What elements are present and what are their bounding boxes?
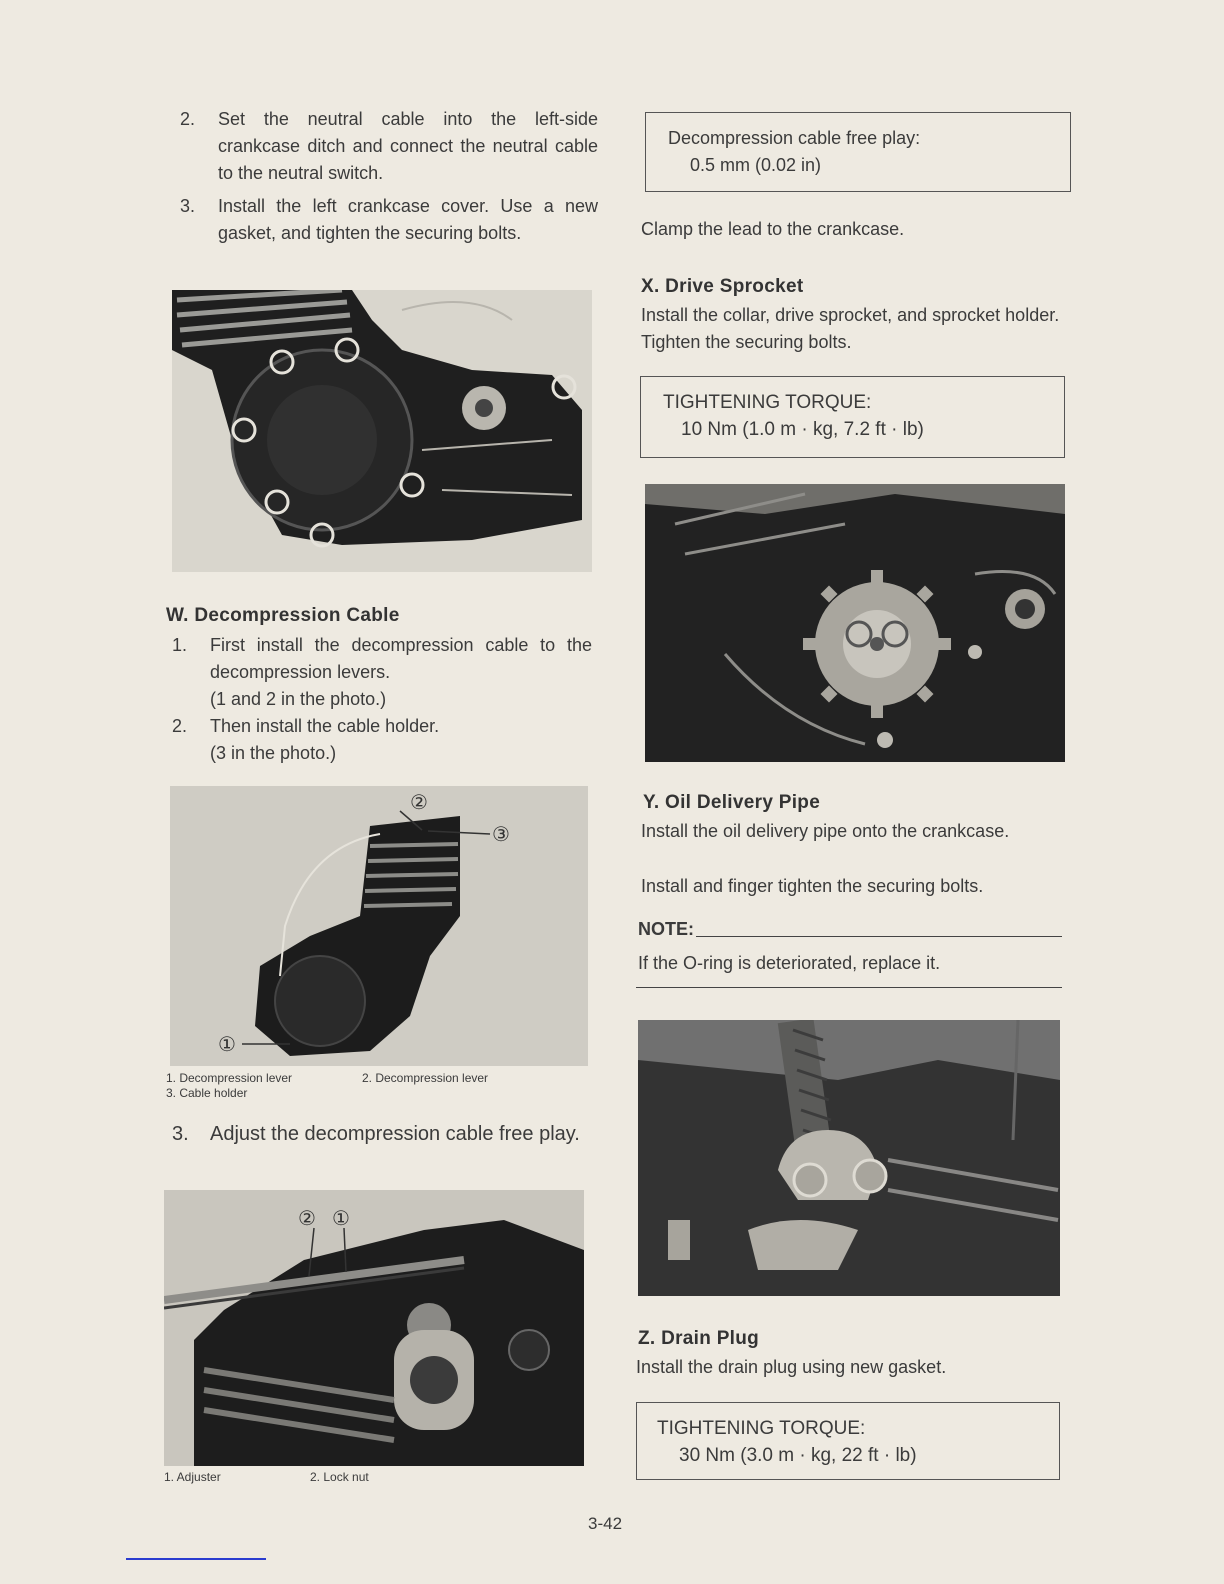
- section-y-text-1: Install the oil delivery pipe onto the crankcase.: [641, 821, 1010, 841]
- link-underline[interactable]: [126, 1558, 266, 1560]
- drive-sprocket-photo: [645, 484, 1065, 762]
- caption-3: 3. Cable holder: [166, 1086, 248, 1100]
- callout-1: ①: [218, 1034, 236, 1056]
- section-x-heading: X. Drive Sprocket: [641, 276, 804, 297]
- engine-illustration: [164, 1190, 584, 1466]
- section-w-heading: W. Decompression Cable: [166, 605, 400, 626]
- step-number: 2.: [180, 109, 196, 129]
- step-text: Adjust the decompression cable free play.: [210, 1123, 580, 1145]
- step-number: 3.: [172, 1123, 189, 1145]
- top-steps: [180, 106, 598, 247]
- page-number: 3-42: [588, 1514, 623, 1533]
- step-number: 3.: [180, 196, 196, 216]
- torque-value: 10 Nm (1.0 m · kg, 7.2 ft · lb): [681, 419, 924, 440]
- step-text: First install the decompression cable to the decompression levers.: [210, 635, 592, 682]
- step-3-adjust: [172, 1120, 592, 1149]
- pipe-illustration: [638, 1020, 1060, 1296]
- caption-2: 2. Decompression lever: [362, 1071, 489, 1085]
- step-note: (1 and 2 in the photo.): [210, 689, 387, 709]
- section-z-heading: Z. Drain Plug: [638, 1328, 760, 1349]
- callout-3: ③: [492, 824, 510, 846]
- callout-2: ②: [410, 792, 428, 814]
- step-number: 2.: [172, 716, 188, 736]
- caption-1: 1. Decompression lever: [166, 1071, 293, 1085]
- step-text: Then install the cable holder.: [210, 716, 440, 736]
- decompression-cable-photo: [170, 786, 588, 1066]
- step-2: [172, 713, 592, 767]
- step-number: 1.: [172, 635, 188, 655]
- photo-captions-2: [164, 1470, 584, 1485]
- torque-box-drain-plug: [636, 1402, 1060, 1480]
- engine-illustration: [172, 290, 592, 572]
- step-2: [180, 106, 598, 187]
- free-play-spec-box: [645, 112, 1071, 192]
- callout-2: ②: [298, 1208, 316, 1230]
- section-y-text-2: Install and finger tighten the securing bolts.: [641, 876, 984, 896]
- adjuster-photo: [164, 1190, 584, 1466]
- note-text: If the O-ring is deteriorated, replace it.: [638, 953, 941, 973]
- section-z-text: Install the drain plug using new gasket.: [636, 1357, 947, 1377]
- oil-delivery-pipe-photo: [638, 1020, 1060, 1296]
- engine-illustration: [170, 786, 588, 1066]
- step-1: [172, 632, 592, 713]
- section-y-heading: Y. Oil Delivery Pipe: [643, 792, 821, 813]
- step-note: (3 in the photo.): [210, 743, 337, 763]
- sprocket-illustration: [645, 484, 1065, 762]
- note-rule: [696, 936, 1062, 937]
- photo-captions: [166, 1071, 586, 1101]
- note-label: NOTE:: [638, 919, 694, 939]
- spec-value: 0.5 mm (0.02 in): [690, 155, 822, 175]
- crankcase-cover-photo: [172, 290, 592, 572]
- step-text: Install the left crankcase cover. Use a new gasket, and tighten the securing bolts.: [218, 196, 598, 243]
- caption-1: 1. Adjuster: [164, 1470, 221, 1484]
- caption-2: 2. Lock nut: [310, 1470, 369, 1484]
- step-text: Set the neutral cable into the left-side crankcase ditch and connect the neutral cable to the neutral switch.: [218, 109, 598, 183]
- torque-title: TIGHTENING TORQUE:: [663, 392, 872, 413]
- section-w-steps: [172, 632, 592, 767]
- spec-title: Decompression cable free play:: [668, 128, 921, 148]
- note-header: [638, 916, 1062, 943]
- torque-value: 30 Nm (3.0 m · kg, 22 ft · lb): [679, 1445, 917, 1466]
- section-x-text: Install the collar, drive sprocket, and sprocket holder. Tighten the securing bolts.: [641, 305, 1060, 352]
- note-end-rule: [636, 987, 1062, 988]
- callout-1: ①: [332, 1208, 350, 1230]
- step-3: [180, 193, 598, 247]
- torque-box-sprocket: [640, 376, 1065, 458]
- torque-title: TIGHTENING TORQUE:: [657, 1418, 866, 1439]
- clamp-text: Clamp the lead to the crankcase.: [641, 219, 905, 239]
